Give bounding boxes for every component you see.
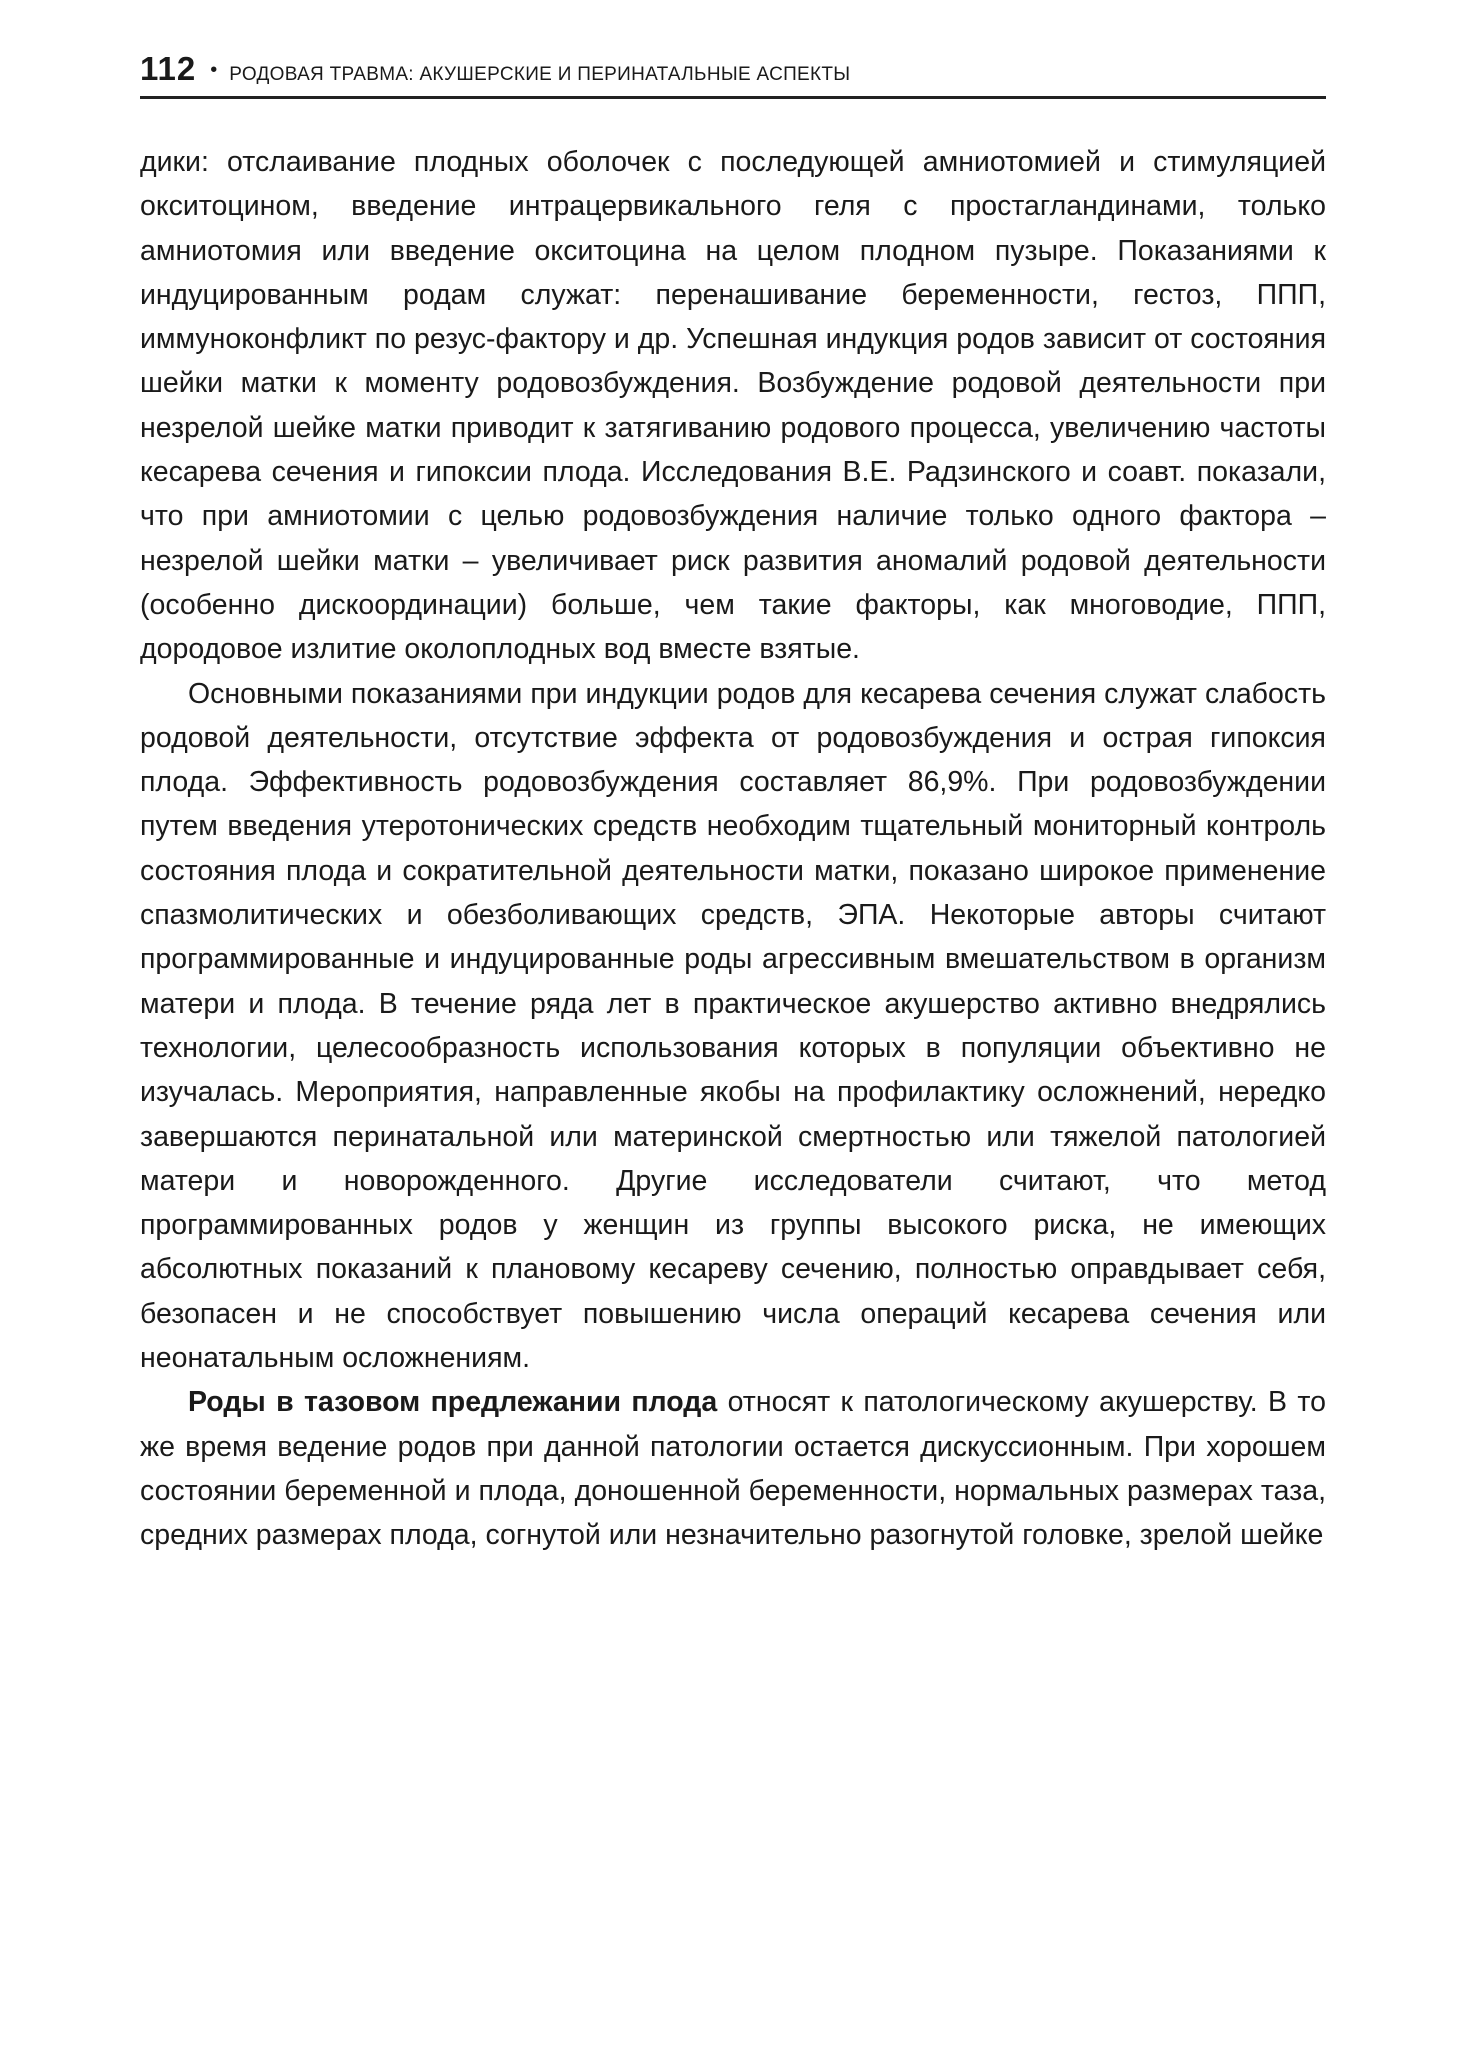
page-number: 112 [140,50,197,87]
paragraph-indications [140,672,1326,1381]
header-rule [140,96,1326,99]
paragraph-text: относят к патологическому акушерству. В то же время ведение родов при данной патологии остается дискуссионным. При хорошем состоянии беременной и плода, доношенной беременности, нормальных размерах таза, средних размерах плода, согнутой или незначительно разогнутой головке, зрелой шейке [140,1386,1326,1552]
body-text [140,140,1326,1558]
paragraph-text: Основными показаниями при индукции родов для кесарева сечения служат слабость родовой деятельности, отсутствие эффекта от родовозбуждения и острая гипоксия плода. Эффективность родовозбуждения составляет 86,9%. При родовозбуждении путем введения утеротонических средств необходим тщательный мониторный контроль состояния плода и сократительной деятельности матки, показано широкое применение спазмолитических и обезболивающих средств, ЭПА. Некоторые авторы считают программированные и индуцированные роды агрессивным вмешательством в организм матери и плода. В течение ряда лет в практическое акушерство активно внедрялись технологии, целесообразность использования которых в популяции объективно не изучалась. Мероприятия, направленные якобы на профилактику осложнений, нередко завершаются перинатальной или материнской смертностью или тяжелой патологией матери и новорожденного. Другие исследователи считают, что метод программированных родов у женщин из группы высокого риска, не имеющих абсолютных показаний к плановому кесареву сечению, полностью оправдывает себя, безопасен и не способствует повышению числа операций кесарева сечения или неонатальным осложнениям. [140,677,1326,1375]
running-header [140,50,1326,94]
running-title: РОДОВАЯ ТРАВМА: АКУШЕРСКИЕ И ПЕРИНАТАЛЬНЫЕ АСПЕКТЫ [229,64,851,85]
bold-lead-phrase: Роды в тазовом предлежании плода [188,1386,718,1419]
header-bullet: • [210,59,218,81]
paragraph-continued [140,140,1326,672]
paragraph-breech-delivery [140,1380,1326,1557]
paragraph-text: дики: отслаивание плодных оболочек с последующей амниотомией и стимуляцией окситоцином, введение интрацервикального геля с простагландинами, только амниотомия или введение окситоцина на целом плодном пузыре. Показаниями к индуцированным родам служат: перенашивание беременности, гестоз, ППП, иммуноконфликт по резус-фактору и др. Успешная индукция родов зависит от состояния шейки матки к моменту родовозбуждения. Возбуждение родовой деятельности при незрелой шейке матки приводит к затягиванию родового процесса, увеличению частоты кесарева сечения и гипоксии плода. Исследования В.Е. Радзинского и соавт. показали, что при амниотомии с целью родовозбуждения наличие только одного фактора – незрелой шейки матки – увеличивает риск развития аномалий родовой деятельности (особенно дискоординации) больше, чем такие факторы, как многоводие, ППП, дородовое излитие околоплодных вод вместе взятые. [140,146,1326,666]
